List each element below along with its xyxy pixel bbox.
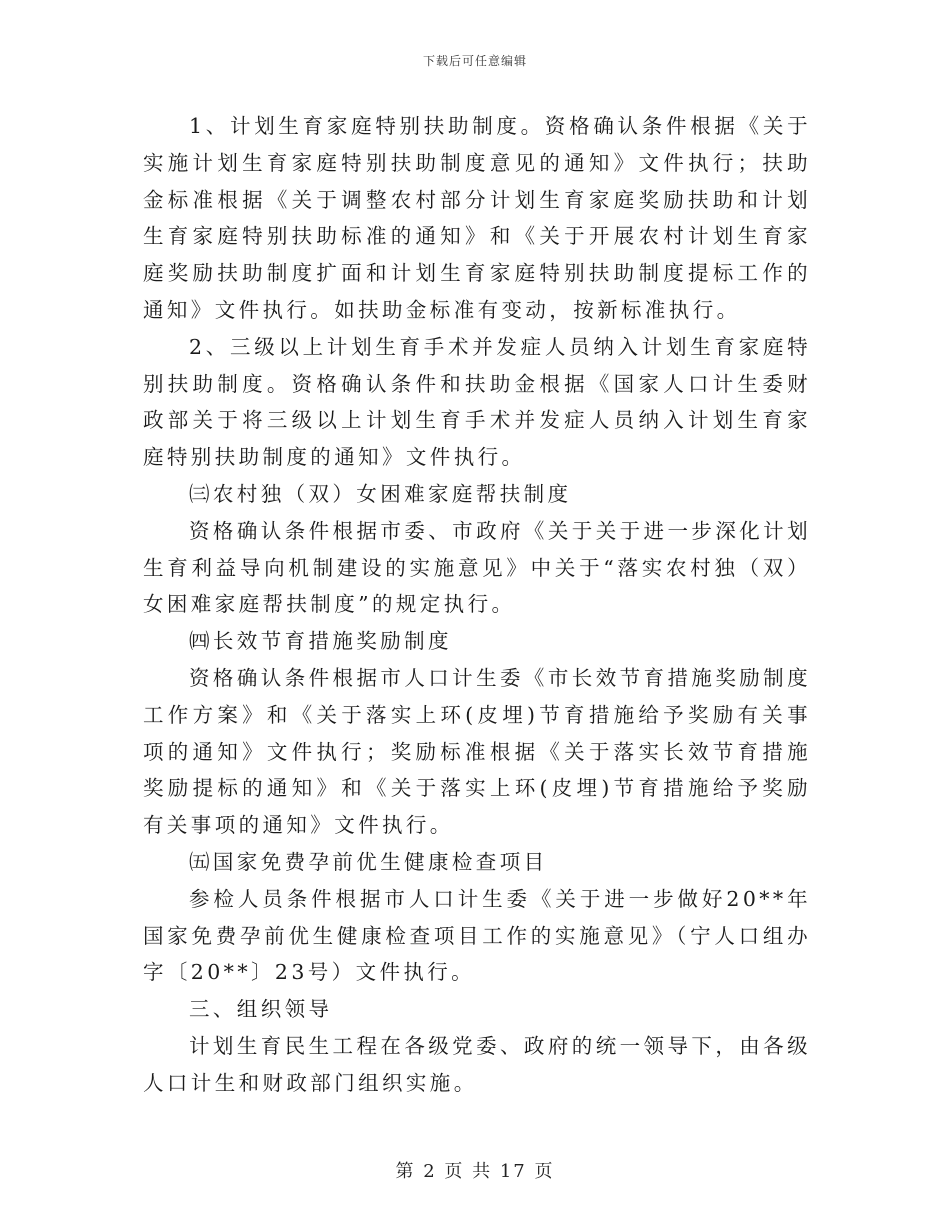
- section-heading-contraception-reward: ㈣长效节育措施奖励制度: [189, 629, 452, 654]
- document-body: [143, 108, 811, 1102]
- section-heading-prepregnancy-check: ㈤国家免费孕前优生健康检查项目: [189, 849, 548, 874]
- page-number: 第 2 页 共 17 页: [395, 1161, 555, 1182]
- paragraph-special-assistance: 1、计划生育家庭特别扶助制度。资格确认条件根据《关于实施计划生育家庭特别扶助制度意见的通知》文件执行；扶助金标准根据《关于调整农村部分计划生育家庭奖励扶助和计划生育家庭特别扶助标准的通知》和《关于开展农村计划生育家庭奖励扶助制度扩面和计划生育家庭特别扶助制度提标工作的通知》文件执行。如扶助金标准有变动，按新标准执行。: [143, 114, 811, 322]
- section-heading-organization: 三、组织领导: [189, 997, 333, 1022]
- paragraph-prepregnancy-check: 参检人员条件根据市人口计生委《关于进一步做好20**年国家免费孕前优生健康检查项目工作的实施意见》（宁人口组办字〔20**〕23号）文件执行。: [143, 886, 811, 985]
- paragraph-surgery-complication: 2、三级以上计划生育手术并发症人员纳入计划生育家庭特别扶助制度。资格确认条件和扶助金根据《国家人口计生委财政部关于将三级以上计划生育手术并发症人员纳入计划生育家庭特别扶助制度的通知》文件执行。: [143, 334, 811, 470]
- paragraph-organization: 计划生育民生工程在各级党委、政府的统一领导下，由各级人口计生和财政部门组织实施。: [143, 1033, 811, 1095]
- paragraph-rural-daughters: 资格确认条件根据市委、市政府《关于关于进一步深化计划生育利益导向机制建设的实施意见》中关于“落实农村独（双）女困难家庭帮扶制度”的规定执行。: [143, 518, 811, 617]
- page-header: 下载后可任意编辑: [422, 54, 527, 68]
- section-heading-rural-daughters: ㈢农村独（双）女困难家庭帮扶制度: [189, 481, 572, 506]
- paragraph-contraception-reward: 资格确认条件根据市人口计生委《市长效节育措施奖励制度工作方案》和《关于落实上环(皮埋)节育措施给予奖励有关事项的通知》文件执行；奖励标准根据《关于落实长效节育措施奖励提标的通知》和《关于落实上环(皮埋)节育措施给予奖励有关事项的通知》文件执行。: [143, 665, 811, 838]
